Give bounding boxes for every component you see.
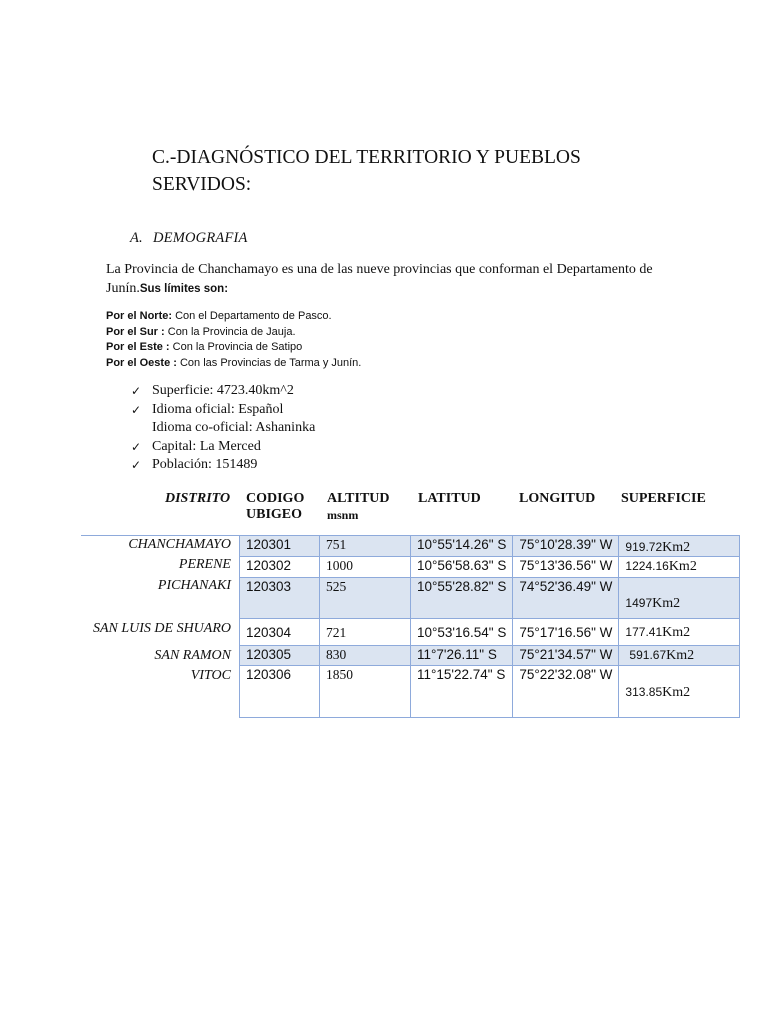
- intro-paragraph: [106, 260, 666, 299]
- cell-latitude: 10°55'28.82" S: [411, 578, 513, 619]
- cell-code: 120305: [240, 646, 320, 666]
- header-line: UBIGEO: [246, 507, 303, 522]
- intro-text: La Provincia de Chanchamayo es una de las nueve provincias que conforman el Departamento de Junín.: [106, 262, 653, 296]
- checkmark-icon: ✓: [131, 439, 142, 454]
- cell-code: 120306: [240, 666, 320, 718]
- table-row: [240, 557, 740, 578]
- cell-code: 120304: [240, 619, 320, 646]
- districts-table: [239, 535, 740, 718]
- cell-longitude: 75°13'36.56" W: [513, 557, 619, 578]
- cell-altitude: 830: [320, 646, 411, 666]
- surface-unit: Km2: [662, 540, 691, 555]
- column-header-codigo: [246, 491, 304, 523]
- header-line: CODIGO: [246, 491, 305, 506]
- facts-list: [131, 382, 315, 475]
- section-heading: [130, 230, 248, 247]
- fact-item: [131, 382, 315, 401]
- cell-longitude: 75°22'32.08" W: [513, 666, 619, 718]
- cell-surface: [619, 557, 740, 578]
- cell-latitude: 11°7'26.11" S: [411, 646, 513, 666]
- cell-altitude: 1850: [320, 666, 411, 718]
- table-row: [240, 619, 740, 646]
- limit-item-north: [106, 309, 361, 325]
- cell-longitude: 75°21'34.57" W: [513, 646, 619, 666]
- cell-latitude: 10°56'58.63" S: [411, 557, 513, 578]
- table-row: [240, 666, 740, 718]
- limit-item-west: [106, 356, 361, 372]
- cell-altitude: 1000: [320, 557, 411, 578]
- surface-value: 1224.16: [625, 559, 669, 573]
- header-line: ALTITUD: [327, 491, 390, 506]
- limit-text: Con el Departamento de Pasco.: [172, 310, 332, 322]
- checkmark-icon: ✓: [131, 458, 142, 472]
- district-name: SAN LUIS DE SHUARO: [92, 621, 231, 636]
- table-row: [240, 536, 740, 557]
- column-header-altitud: [327, 491, 390, 523]
- district-name: CHANCHAMAYO: [128, 537, 231, 552]
- cell-altitude: 751: [320, 536, 411, 557]
- cell-surface: [619, 578, 740, 619]
- table-row: [240, 646, 740, 666]
- cell-latitude: 11°15'22.74" S: [411, 666, 513, 718]
- cell-code: 120302: [240, 557, 320, 578]
- fact-item: [131, 401, 315, 420]
- cell-surface: [619, 619, 740, 646]
- column-header-longitud: LONGITUD: [519, 491, 596, 506]
- surface-unit: Km2: [662, 684, 691, 700]
- cell-longitude: 75°10'28.39" W: [513, 536, 619, 557]
- limit-label: Por el Sur :: [106, 325, 165, 338]
- limit-item-east: [106, 340, 361, 356]
- document-title: C.-DIAGNÓSTICO DEL TERRITORIO Y PUEBLOS SERVIDOS:: [152, 147, 581, 195]
- cell-longitude: 74°52'36.49" W: [513, 578, 619, 619]
- surface-unit: Km2: [662, 625, 691, 640]
- cell-code: 120303: [240, 578, 320, 619]
- cell-altitude: 525: [320, 578, 411, 619]
- fact-text: Población: 151489: [152, 457, 258, 472]
- cell-surface: [619, 646, 740, 666]
- limit-item-south: [106, 325, 361, 341]
- limit-text: Con las Provincias de Tarma y Junín.: [176, 357, 362, 370]
- fact-item: [131, 419, 315, 438]
- surface-value: 177.41: [625, 625, 663, 639]
- district-name: SAN RAMON: [154, 648, 231, 663]
- limit-label: Por el Este :: [106, 341, 170, 354]
- cell-longitude: 75°17'16.56" W: [513, 619, 619, 646]
- cell-latitude: 10°55'14.26" S: [411, 536, 513, 557]
- fact-item: [131, 438, 315, 457]
- cell-surface: [619, 666, 740, 718]
- limits-list: [106, 309, 361, 372]
- district-name: PICHANAKI: [157, 578, 231, 593]
- fact-text: Idioma oficial: Español: [152, 401, 284, 417]
- limit-text: Con la Provincia de Satipo: [169, 341, 303, 354]
- surface-value: 1497: [625, 596, 653, 610]
- cell-altitude: 721: [320, 619, 411, 646]
- checkmark-icon: ✓: [131, 402, 142, 417]
- fact-text: Idioma co-oficial: Ashaninka: [152, 420, 316, 435]
- surface-value: 313.85: [625, 684, 663, 699]
- cell-latitude: 10°53'16.54" S: [411, 619, 513, 646]
- surface-value: 919.72: [625, 540, 663, 554]
- section-number: A.: [130, 230, 143, 246]
- surface-unit: Km2: [652, 596, 681, 611]
- section-label: DEMOGRAFIA: [153, 230, 248, 246]
- table-row: [240, 578, 740, 619]
- surface-value: 591.67: [629, 648, 667, 662]
- cell-code: 120301: [240, 536, 320, 557]
- district-name: VITOC: [190, 668, 231, 683]
- column-header-district: DISTRITO: [165, 491, 231, 506]
- surface-unit: Km2: [668, 559, 697, 574]
- column-header-superficie: SUPERFICIE: [621, 491, 706, 506]
- checkmark-icon: ✓: [131, 384, 142, 398]
- limit-text: Con la Provincia de Jauja.: [164, 325, 296, 338]
- district-name: PERENE: [178, 557, 231, 572]
- fact-item: [131, 456, 315, 475]
- header-unit: msnm: [327, 508, 359, 522]
- fact-text: Superficie: 4723.40km^2: [152, 383, 294, 398]
- limit-label: Por el Oeste :: [106, 357, 177, 370]
- intro-bold-text: Sus límites son:: [139, 283, 229, 295]
- limit-label: Por el Norte:: [106, 310, 173, 322]
- column-header-latitud: LATITUD: [418, 491, 481, 506]
- surface-unit: Km2: [666, 648, 695, 663]
- fact-text: Capital: La Merced: [152, 438, 261, 454]
- cell-surface: [619, 536, 740, 557]
